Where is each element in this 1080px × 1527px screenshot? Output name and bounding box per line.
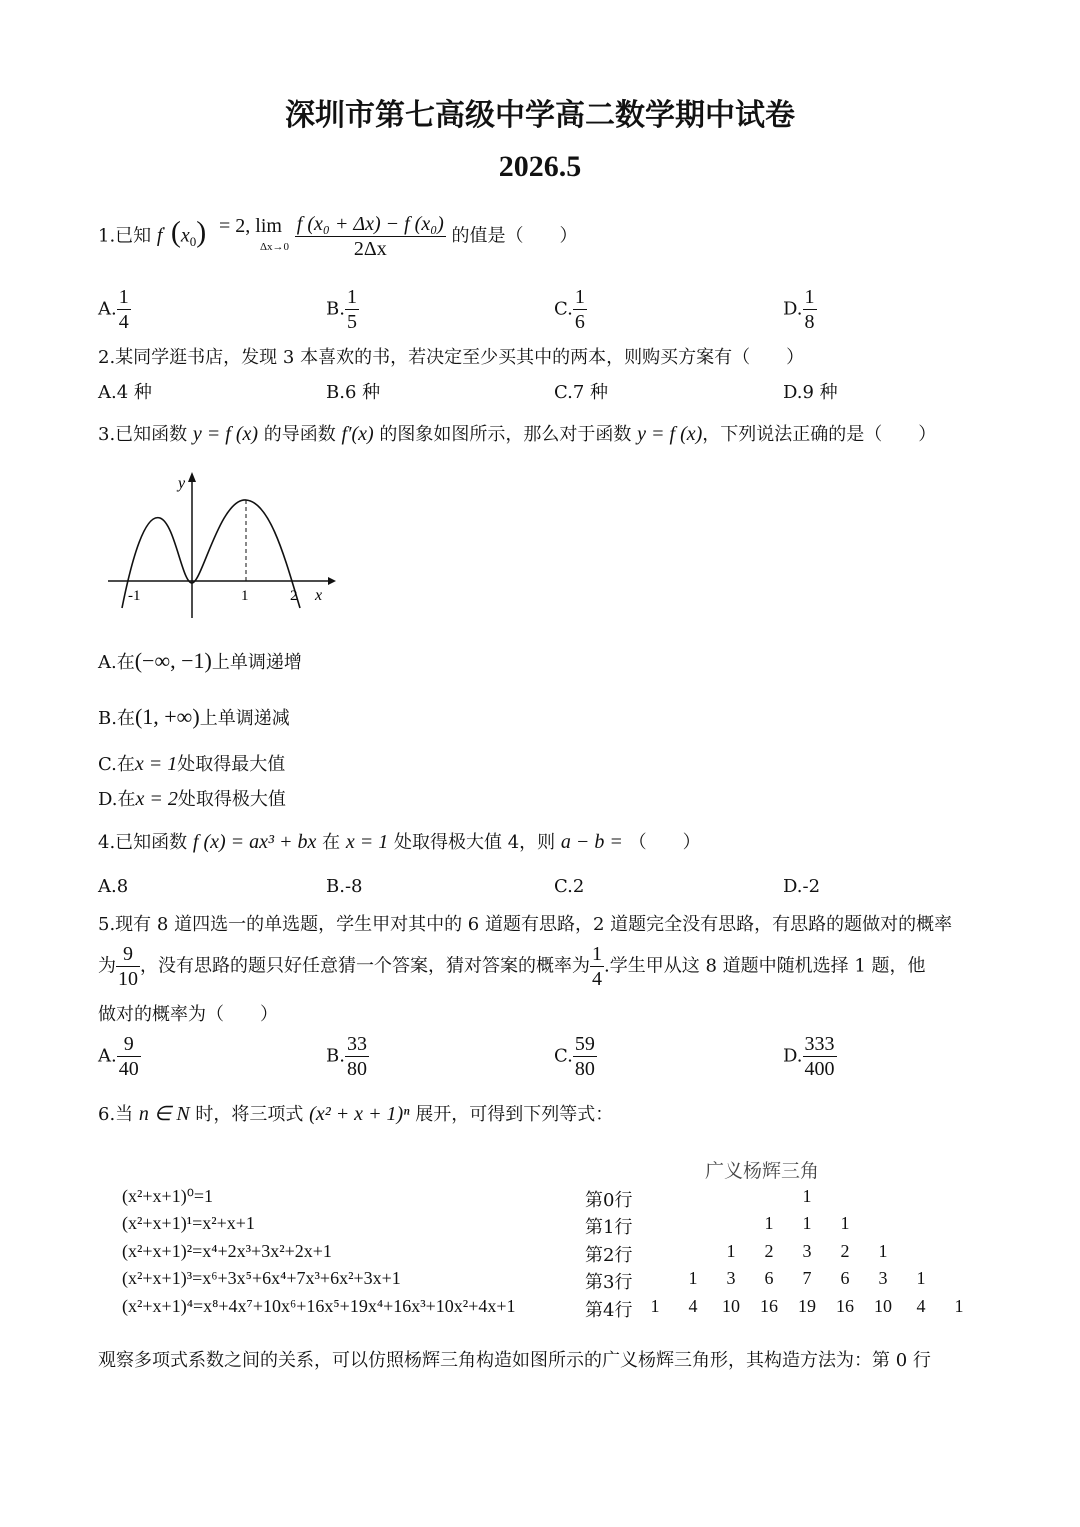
triangle-cell-r4-c2: 10	[722, 1296, 740, 1316]
tick-1: 1	[241, 588, 249, 604]
graph-xlabel: x	[315, 587, 323, 604]
y-axis-arrow	[188, 472, 196, 482]
triangle-cell-r4-c6: 10	[874, 1296, 892, 1316]
triangle-cell-r3-c3: 7	[802, 1268, 812, 1288]
q5-option-d[interactable]: D. $\frac{333}{400}$	[783, 1033, 835, 1080]
q1-option-d[interactable]: D. $\frac{1}{8}$	[783, 286, 815, 333]
q3-option-b[interactable]: B.在(1, +∞)上单调递减	[98, 704, 290, 729]
expansion-row-4: (x²+x+1)⁴=x⁸+4x⁷+10x⁶+16x⁵+19x⁴+16x³+10x²+4x+1	[122, 1296, 516, 1316]
triangle-cell-r3-c2: 6	[764, 1268, 774, 1288]
question-6: 6.当 n ∈ N 时，将三项式 (x² + x + 1)ⁿ 展开，可得到下列等式：	[98, 1103, 614, 1125]
q2-option-c[interactable]: C.7 种	[554, 382, 609, 403]
triangle-cell-r2-c0: 1	[726, 1241, 736, 1261]
q1-option-b[interactable]: B. $\frac{1}{5}$	[326, 286, 357, 333]
triangle-cell-r3-c6: 1	[916, 1268, 926, 1288]
triangle-cell-r1-c0: 1	[764, 1213, 774, 1233]
expansion-row-1: (x²+x+1)¹=x²+x+1	[122, 1213, 255, 1233]
q4-option-c[interactable]: C.2	[554, 876, 585, 897]
q2-option-a[interactable]: A.4 种	[98, 382, 152, 403]
q1-suffix: 的值是（ ）	[451, 225, 578, 247]
exam-title: 深圳市第七高级中学高二数学期中试卷	[285, 98, 795, 133]
expansion-row-2: (x²+x+1)²=x⁴+2x³+3x²+2x+1	[122, 1241, 332, 1261]
q1-prime: ′	[162, 223, 166, 238]
q5-option-a[interactable]: A. $\frac{9}{40}$	[98, 1033, 139, 1080]
q3-option-d[interactable]: D.在x = 2处取得极大值	[98, 788, 286, 810]
tick-2: 2	[290, 588, 298, 604]
question-5-line3: 做对的概率为（ ）	[98, 1004, 278, 1025]
q1-main-fraction: $\frac{\text{f (x₀ + Δx) − f (x₀)}}{2\Delta x}$	[296, 213, 444, 260]
triangle-cell-r4-c8: 1	[954, 1296, 964, 1316]
question-5-line1: 5.现有 8 道四选一的单选题，学生甲对其中的 6 道题有思路，2 道题完全没有思路，有思路的题做对的概率	[98, 914, 953, 935]
row-label-4: 第4行	[585, 1300, 633, 1321]
q2-option-b[interactable]: B.6 种	[326, 382, 381, 403]
question-3: 3.已知函数 y = f (x) 的导函数 f′(x) 的图象如图所示，那么对于函数 y = f (x)，下列说法正确的是（ ）	[98, 423, 937, 445]
row-label-1: 第1行	[585, 1217, 633, 1238]
question-6-tail: 观察多项式系数之间的关系，可以仿照杨辉三角构造如图所示的广义杨辉三角形，其构造方法为：第 0 行	[98, 1350, 931, 1371]
row-label-0: 第0行	[585, 1190, 633, 1211]
triangle-cell-r3-c0: 1	[688, 1268, 698, 1288]
question-2: 2.某同学逛书店，发现 3 本喜欢的书，若决定至少买其中的两本，则购买方案有（ ）	[98, 347, 805, 368]
triangle-cell-r4-c0: 1	[650, 1296, 660, 1316]
row-label-2: 第2行	[585, 1245, 633, 1266]
expansion-row-0: (x²+x+1)⁰=1	[122, 1186, 214, 1206]
q5-option-c[interactable]: C. $\frac{59}{80}$	[554, 1033, 595, 1080]
triangle-cell-r2-c3: 2	[840, 1241, 850, 1261]
q1-x0: x	[180, 224, 190, 247]
x-axis-arrow	[328, 577, 336, 585]
q4-option-d[interactable]: D.-2	[783, 876, 821, 897]
derivative-graph	[100, 468, 340, 628]
q1-option-a[interactable]: A. $\frac{1}{4}$	[98, 286, 129, 333]
triangle-cell-r4-c7: 4	[916, 1296, 926, 1316]
triangle-cell-r2-c2: 3	[802, 1241, 812, 1261]
q4-option-a[interactable]: A.8	[98, 876, 129, 897]
q1-f: f	[156, 224, 163, 247]
triangle-title: 广义杨辉三角	[705, 1160, 820, 1182]
q1-prefix: 1.已知	[98, 225, 152, 247]
exam-date: 2026.5	[498, 150, 582, 183]
q1-lim: = 2, lim	[219, 215, 282, 237]
q1-sub0: 0	[189, 234, 197, 250]
triangle-cell-r4-c1: 4	[688, 1296, 698, 1316]
q1-option-c[interactable]: C. $\frac{1}{6}$	[554, 286, 585, 333]
tick-minus1: -1	[128, 588, 141, 604]
question-1: 1.已知 f′ $(x_0) = 2$, lim Δx→0 $\frac{\text{f (x₀ + Δx) − f (x₀)}}{2\Delta x}$ 的值是（ ）	[98, 213, 578, 260]
q3-option-c[interactable]: C.在x = 1处取得最大值	[98, 753, 286, 775]
q3-option-a[interactable]: A.在(−∞, −1)上单调递增	[98, 648, 302, 673]
triangle-cell-r1-c2: 1	[840, 1213, 850, 1233]
q5-option-b[interactable]: B. $\frac{33}{80}$	[326, 1033, 367, 1080]
triangle-cell-r3-c5: 3	[878, 1268, 888, 1288]
q4-option-b[interactable]: B.-8	[326, 876, 363, 897]
question-4: 4.已知函数 f (x) = ax³ + bx 在 x = 1 处取得极大值 4，则 a − b = （ ）	[98, 831, 701, 853]
triangle-cell-r0-c0: 1	[802, 1186, 812, 1206]
question-5-line2: 为 $\frac{9}{10}$ ，没有思路的题只好任意猜一个答案，猜对答案的概率为 $\frac{1}{4}$ .学生甲从这 8 道题中随机选择 1 题，他	[98, 943, 926, 990]
triangle-cell-r4-c4: 19	[798, 1296, 816, 1316]
triangle-cell-r3-c1: 3	[726, 1268, 736, 1288]
triangle-cell-r1-c1: 1	[802, 1213, 812, 1233]
triangle-cell-r3-c4: 6	[840, 1268, 850, 1288]
triangle-cell-r2-c1: 2	[764, 1241, 774, 1261]
triangle-cell-r4-c5: 16	[836, 1296, 854, 1316]
q1-lim-sub: Δx→0	[259, 241, 290, 253]
graph-ylabel: y	[178, 475, 186, 492]
triangle-cell-r4-c3: 16	[760, 1296, 778, 1316]
row-label-3: 第3行	[585, 1272, 633, 1293]
q2-option-d[interactable]: D.9 种	[783, 382, 838, 403]
derivative-curve	[122, 500, 300, 608]
triangle-cell-r2-c4: 1	[878, 1241, 888, 1261]
expansion-row-3: (x²+x+1)³=x⁶+3x⁵+6x⁴+7x³+6x²+3x+1	[122, 1268, 401, 1288]
